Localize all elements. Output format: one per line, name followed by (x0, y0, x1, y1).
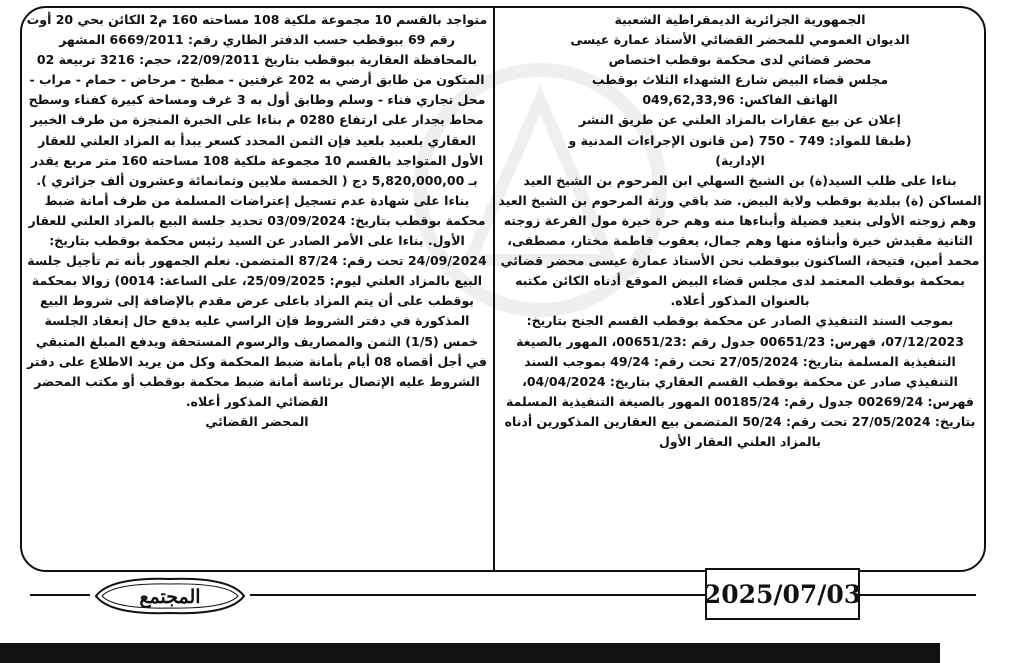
body-paragraph: بناءا على طلب السيد(ة) بن الشيخ السهلي ابن المرحوم بن الشيخ العيد المساكن (ة) ببلدية بوقطب ولاية البيض. ضد باقي ورثة المرحوم بن الشيخ العيد وهم زوجته الأولى بنعيد فضيلة وأبناءها منه وهم حرة خيرة مول الفرعة زوجته الثانية مقيدش خيرة وأبناؤه منها وهم جمال، يعقوب فاطمة مختار، مصطفى، محمد أمين، فتيحة، الساكنون ببوقطب نحن الأستاذ عمارة عيسى محضر قضائي بمحكمة بوقطب المعتمد لدى مجلس قضاء البيض الموقع أدناه الكائن مكتبه بالعنوان المذكور أعلاه. (498, 172, 982, 309)
footer-bar (0, 643, 940, 663)
logo-text: المجتمع (139, 586, 201, 608)
right-column (498, 10, 982, 452)
bottom-rule (250, 594, 705, 596)
body-paragraph: بموجب السند التنفيذي الصادر عن محكمة بوقطب القسم الجنح بتاريخ: 07/12/2023، فهرس: 00651/23 جدول رقم :00651/23، المهور بالصيغة التنفيذية المسلمة بتاريخ: 27/05/2024 تحت رقم: 49/24 بموجب السند التنفيذي صادر عن محكمة بوقطب القسم العقاري بتاريخ: 04/04/2024، فهرس: 00269/24 جدول رقم: 00185/24 المهور بالصيغة التنفيذية المسلمة بتاريخ: 27/05/2024 تحت رقم: 50/24 المتضمن بيع العقارين المذكورين أدناه بالمزاد العلني العقار الأول (504, 313, 976, 449)
bottom-rule (860, 594, 976, 596)
header-line: مجلس قضاء البيض شارع الشهداء الثلاث بوقطب (591, 72, 889, 88)
left-column (25, 10, 489, 432)
bottom-rule (30, 594, 90, 596)
phone-fax: الهاتف الفاكس: 049,62,33,96 (642, 92, 838, 108)
notice-subtitle: الإدارية) (715, 152, 765, 168)
publication-date (705, 568, 860, 620)
notice-subtitle: (طبقا للمواد: 749 - 750 (من قانون الإجراءات المدنية و (568, 132, 912, 148)
column-divider (493, 6, 495, 572)
signature-line: المحضر القضائي (205, 413, 309, 429)
date-text: 2025/07/03 (703, 579, 862, 609)
header-line: الديوان العمومي للمحضر القضائي الأستاذ عمارة عيسى (570, 32, 910, 48)
header-line: الجمهورية الجزائرية الديمقراطية الشعبية (614, 12, 866, 27)
body-paragraph: متواجد بالقسم 10 مجموعة ملكية 108 مساحته 160 م2 الكائن بحي 20 أوت رقم 69 ببوقطب حسب الدفتر الطاري رقم: 6669/2011 المشهر بالمحافظة العقارية ببوقطب بتاريخ 22/09/2011، حجم: 3216 تربيعة 02 المتكون من طابق أرضي به 202 غرفتين - مطبخ - مرحاض - حمام - مراب - محل تجاري فناء - وسلم وطابق أول به 3 غرف ومساحة كبيرة كفناء وسطح محاط بجدار على ارتفاع 0280 م بناءا على الخبرة المنجزة من طرف الخبير العقاري بلعبيد بلعيد فإن الثمن المحدد كسعر يبدأ به المزاد العلني للعقار الأول المتواجد بالقسم 10 مجموعة ملكية 108 مساحته 160 متر مربع يقدر بـ 5,820,000,00 دج ( الخمسة ملايين وثمانمائة وعشرون ألف جزائري ). بناءا على شهادة عدم تسجيل إعتراضات المسلمة من طرف أمانة ضبط محكمة بوقطب بتاريخ: 03/09/2024 تحديد جلسة البيع بالمزاد العلني للعقار الأول. بناءا على الأمر الصادر عن السيد رئيس محكمة بوقطب بتاريخ: 24/09/2024 تحت رقم: 87/24 المتضمن. نعلم الجمهور بأنه تم تأجيل جلسة البيع بالمزاد العلني ليوم: 25/09/2025، على الساعة: 0014) زوالا بمحكمة بوقطب على أن يتم المزاد باعلى عرض مقدم بالإضافة إلى شروط البيع المذكورة في دفتر الشروط فإن الراسي عليه يدفع حال إنعقاد الجلسة خمس (1/5) الثمن والمصاريف والرسوم المستحقة ويدفع المبلغ المتبقي في أجل أقصاه 08 أيام بأمانة ضبط المحكمة وكل من يريد الاطلاع على دفتر الشروط عليه الإتصال برئاسة أمانة ضبط محكمة بوقطب أو مكتب المحضر القضائي المذكور أعلاه. (26, 12, 488, 409)
newspaper-logo-icon (90, 575, 250, 617)
header-line: محضر قضائي لدى محكمة بوقطب اختصاص (608, 52, 872, 68)
notice-title: إعلان عن بيع عقارات بالمزاد العلني عن طريق النشر (579, 112, 901, 128)
